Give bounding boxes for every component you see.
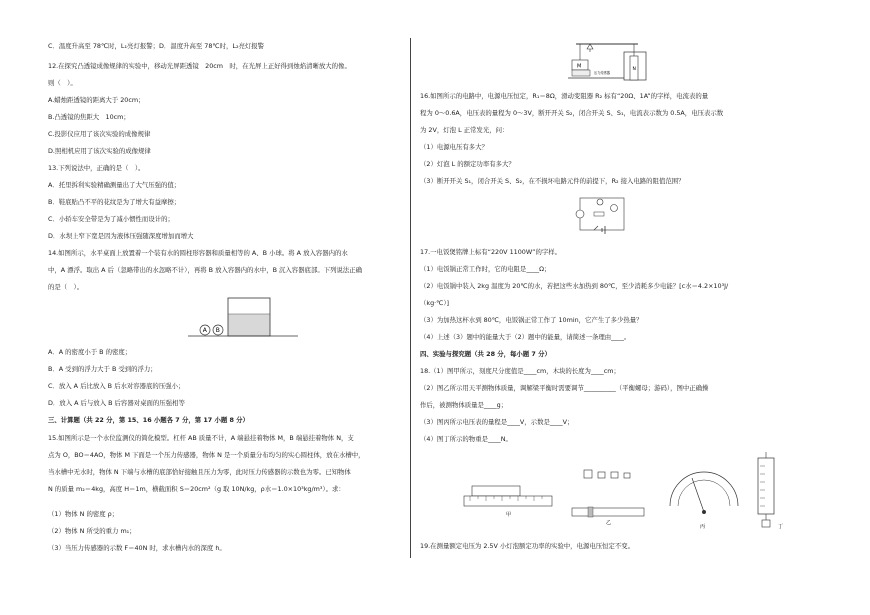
q17-part4: （4）上述（3）题中的能量大于（2）题中的能量，请简述一条理由____。 (420, 333, 631, 341)
q15-line4: N 的质量 m₂＝4kg，高度 H＝1m，横截面积 S＝20cm²（g 取 10N/kg，ρ水＝1.0×10³kg/m³）。求： (48, 485, 345, 493)
figure-jia-label: 甲 (506, 512, 512, 518)
q11-options-tail: C．温度升高至 78℃时，L₁亮灯报警；D．温度升高至 78℃时，L₂亮灯报警 (48, 42, 265, 50)
q18-part4: （4）图丁所示的物重是____N。 (420, 435, 512, 443)
q13-stem: 13.下列说法中，正确的是（ ）。 (48, 164, 145, 172)
q16-circuit-figure (572, 192, 634, 240)
q15-part2: （2）物体 N 所受的重力 m₁； (48, 527, 136, 535)
ball-b-label: B (215, 327, 220, 335)
q13-option-b: B．鞋底贴凸不平的花纹是为了增大有益摩擦； (48, 198, 181, 206)
figure-jia-ruler (464, 486, 552, 518)
q14-stem-line3: 的是（ ）。 (48, 283, 84, 291)
q13-option-d: D．水坝上窄下宽是因为液体压强随深度增加而增大 (48, 232, 194, 240)
q12-option-d: D.照相机应用了该次实验的成像规律 (48, 147, 151, 155)
q17-stem: 17.一电饭煲铭牌上标有“220V 1100W”的字样。 (420, 248, 562, 256)
figure-ding-label: 丁 (778, 524, 784, 530)
q14-option-a: A．A 的密度小于 B 的密度； (48, 348, 132, 356)
q17-part3: （3）为加热这杯水到 80℃，电饭锅正常工作了 10min，它产生了多少热量？ (420, 316, 643, 324)
q18-part2-cont: 作后，被测物体质量是____g； (420, 401, 508, 409)
q14-container-figure (188, 296, 298, 340)
section-3-heading: 三、计算题（共 22 分，第 15、16 小题各 7 分，第 17 小题 8 分） (48, 416, 249, 424)
figure-bing-label: 丙 (700, 524, 706, 530)
object-m-label: M (577, 63, 582, 70)
q15-lever-figure (568, 38, 650, 84)
q14-stem-line1: 14.如图所示，水平桌面上放置着一个装有水的圆柱形容器和质量相等的 A、B 小球。将 A 放入容器内的水 (48, 249, 348, 257)
figure-yi-balance (572, 470, 644, 526)
voltmeter-symbol (611, 205, 618, 212)
pressure-sensor-label: 压力传感器 (594, 71, 610, 75)
q17-part2: （2）电饭锅中装入 2kg 温度为 20℃的水，若把这些水加热到 80℃，至少消耗多少电能？[c水＝4.2×10³J/ (420, 282, 729, 290)
figure-ding-spring-scale (758, 452, 783, 530)
q14-option-d: D．放入 A 后与放入 B 后容器对桌面的压强相等 (48, 399, 185, 407)
ammeter-symbol (576, 210, 584, 218)
q16-line1: 16.如图所示的电路中，电源电压恒定，R₁＝8Ω，滑动变阻器 R₂ 标有“20Ω、1A”的字样，电流表的量 (420, 92, 709, 100)
resistor-symbol (594, 212, 604, 216)
q15-part3: （3）当压力传感器的示数 F＝40N 时，求水槽内水的深度 h。 (48, 544, 226, 552)
q17-part1: （1）电饭锅正常工作时，它的电阻是____Ω； (420, 265, 551, 273)
q16-part1: （1）电源电压有多大？ (420, 143, 488, 151)
q16-line2: 程为 0～0.6A，电压表的量程为 0～3V，断开开关 S₂，闭合开关 S、S₁，电流表示数为 0.5A，电压表示数 (420, 109, 724, 117)
q15-line1: 15.如图所示是一个水位监测仪的简化模型。杠杆 AB 质量不计，A 端悬挂着物体 M，B 端悬挂着物体 N，支 (48, 434, 354, 442)
q13-option-c: C．小轿车安全带是为了减小惯性而设计的； (48, 215, 174, 223)
q17-part2-cont: （kg·℃）] (420, 299, 450, 307)
q16-line3: 为 2V，灯泡 L 正常发光，问： (420, 126, 509, 134)
object-n-label: N (632, 67, 636, 72)
figure-yi-label: 乙 (606, 520, 612, 526)
q12-option-c: C.投影仪应用了该次实验的成像规律 (48, 130, 151, 138)
q18-part2: （2）图乙所示用天平测物体质量，调解梁平衡时需要调节__________（平衡螺母；游码），图中正确操 (420, 384, 709, 392)
q18-part1: 18.（1）图甲所示，刻度尺分度值是____cm，木块的长度为____cm； (420, 367, 620, 375)
q14-stem-line2: 中，A 漂浮。取出 A 后（忽略带出的水忽略不计），再将 B 放入容器内的水中，B 沉入容器底部。下列说法正确 (48, 266, 363, 274)
q16-part2: （2）灯泡 L 的额定功率有多大？ (420, 160, 515, 168)
q12-stem-cont: 则（ ）。 (48, 79, 77, 87)
q18-part3: （3）图丙所示电压表的量程是____V，示数是____V； (420, 418, 574, 426)
q12-stem: 12.在探究凸透镜成像规律的实验中，移动光屏距透镜 20cm 时，在光屏上正好得到烛焰清晰放大的像。 (48, 62, 351, 70)
q15-line3: 当水槽中无水时，物体 N 下端与水槽的底部恰好接触且压力为零，此时压力传感器的示数也为零。已知物体 (48, 468, 351, 476)
q19-stem: 19.在测量额定电压为 2.5V 小灯泡额定功率的实验中，电源电压恒定不变。 (420, 542, 635, 550)
column-divider (410, 38, 411, 558)
q15-part1: （1）物体 N 的密度 ρ； (48, 510, 119, 518)
ball-a-label: A (202, 327, 207, 335)
section-4-heading: 四、实验与探究题（共 28 分，每小题 7 分） (420, 350, 551, 358)
q14-option-c: C．放入 A 后比放入 B 后水对容器底的压强小； (48, 382, 185, 390)
q14-option-b: B．A 受到的浮力大于 B 受到的浮力； (48, 365, 157, 373)
figure-bing-voltmeter (670, 472, 738, 530)
q12-option-b: B.凸透镜的焦距大 10cm； (48, 113, 130, 121)
q12-option-a: A.蜡烛距透镜的距离大于 20cm； (48, 96, 145, 104)
q15-line2: 点为 O，BO＝4AO，物体 M 下面是一个压力传感器，物体 N 是一个质量分布均匀的实心圆柱体，放在水槽中， (48, 451, 365, 459)
q13-option-a: A．托里拆利实验精确测量出了大气压强的值； (48, 181, 181, 189)
lamp-symbol (597, 199, 603, 205)
q18-instrument-figures (460, 452, 792, 532)
q16-part3: （3）断开开关 S₁，闭合开关 S、S₂，在不损坏电路元件的前提下，R₂ 接入电路的阻值范围？ (420, 177, 685, 185)
